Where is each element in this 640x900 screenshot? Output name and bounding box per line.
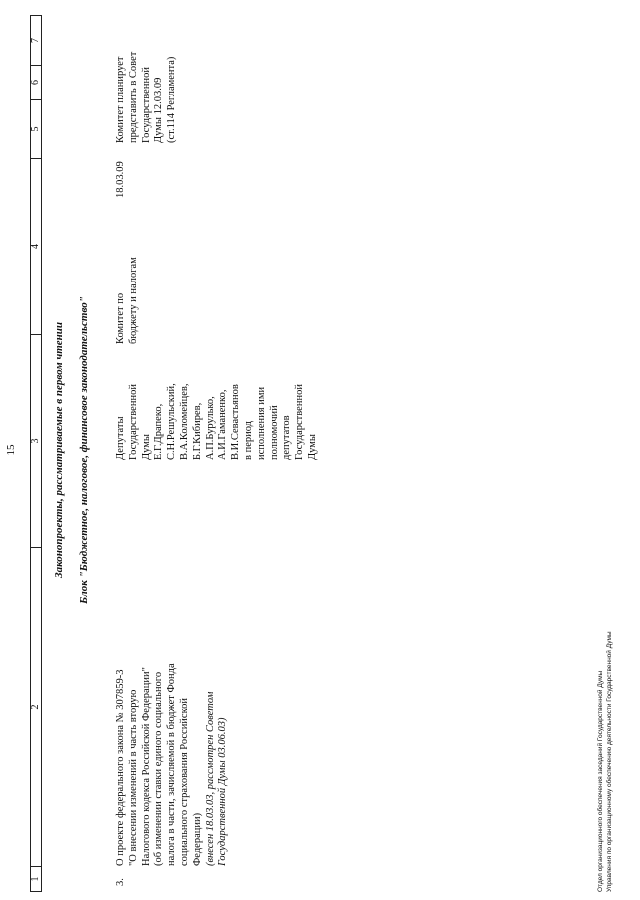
footer: [596, 631, 614, 892]
remark-line: (ст.114 Регламента): [166, 56, 178, 143]
page-number: 15: [5, 444, 17, 456]
column-header: 2: [31, 547, 41, 866]
column-header: 7: [30, 38, 41, 43]
author-line: А.И.Гаманенко,: [217, 389, 229, 460]
bill-title-line: Федерации): [191, 812, 203, 866]
author-line: Государственной: [127, 384, 139, 460]
bill-title-line: налога в части, зачисляемой в бюджет Фонда: [166, 663, 178, 866]
block-title: Блок "Бюджетное, налоговое, финансовое законодательство": [78, 296, 90, 604]
author-line: Депутаты: [115, 416, 126, 460]
author-line: депутатов: [281, 415, 293, 460]
author-line: А.П.Бурулько,: [204, 396, 216, 460]
column-header: 5: [31, 99, 41, 158]
remark-line: Комитет планирует: [115, 56, 126, 143]
column-header-row: [30, 15, 42, 892]
row-number: 3.: [115, 878, 126, 886]
remark-cell: [115, 23, 179, 143]
author-line: В.А.Коломейцев,: [178, 383, 190, 460]
section-title: Законопроекты, рассматриваемые в первом чтении: [53, 322, 65, 578]
committee-line: бюджету и налогам: [127, 257, 139, 344]
author-line: Государственной: [294, 384, 306, 460]
remark-line: представить в Совет: [127, 51, 139, 143]
bill-note-line: (внесен 18.03.03, рассмотрен Советом: [204, 691, 216, 866]
bill-title-line: (об изменении ставки единого социального: [153, 671, 165, 866]
author-line: Е.Г.Драпеко,: [153, 403, 165, 460]
bill-title-line: социального страхования Российской: [178, 697, 190, 866]
author-line: полномочий: [268, 405, 280, 460]
column-header: 4: [31, 158, 41, 334]
authors-cell: [115, 380, 320, 460]
column-header: 1: [31, 866, 41, 891]
bill-title-line: "О внесении изменений в часть вторую: [127, 689, 139, 866]
author-line: в период: [242, 420, 254, 460]
bill-title-line: О проекте федерального закона № 307859-3: [115, 669, 126, 866]
footer-line: Отдел организационного обеспечения заседаний Государственной Думы: [597, 670, 604, 892]
footer-line: Управления по организационному обеспечению деятельности Государственной Думы: [606, 631, 613, 892]
author-line: В.И.Севастьянов: [230, 384, 242, 460]
remark-line: Думы 12.03.09: [153, 77, 165, 143]
remark-line: Государственной: [140, 67, 152, 143]
author-line: Б.Г.Кибирев,: [191, 402, 203, 460]
date-cell: 18.03.09: [115, 161, 126, 198]
committee-cell: [115, 229, 141, 344]
author-line: Думы: [306, 434, 318, 460]
committee-line: Комитет по: [115, 292, 126, 344]
column-header: 6: [31, 65, 41, 99]
author-line: исполнения ими: [255, 386, 267, 460]
bill-note-line: Государственной Думы 03.06.03): [217, 717, 229, 866]
author-line: С.Н.Решульский,: [166, 383, 178, 460]
column-header: 3: [31, 334, 41, 547]
author-line: Думы: [140, 434, 152, 460]
bill-title-cell: [115, 616, 230, 866]
bill-title-line: Налогового кодекса Российской Федерации": [140, 667, 152, 866]
